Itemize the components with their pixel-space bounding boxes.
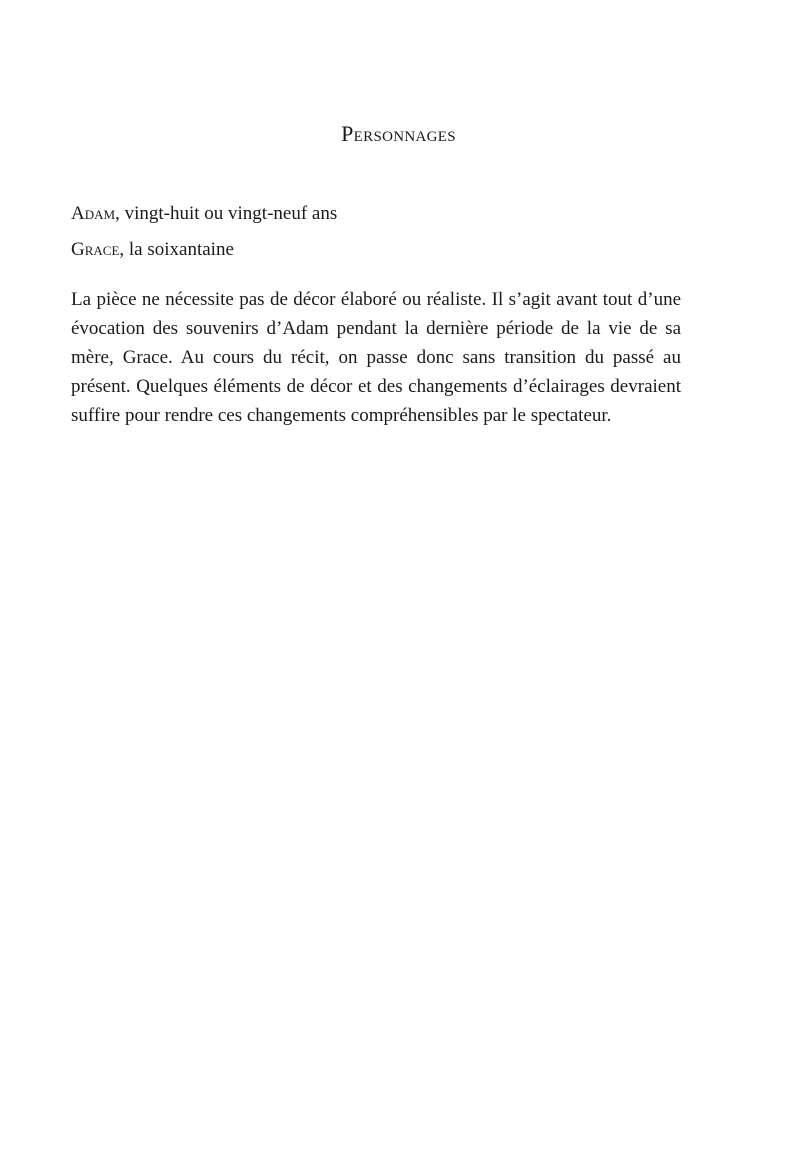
character-name: Adam	[71, 203, 116, 224]
cast-list	[71, 196, 681, 268]
page-title: Personnages	[341, 121, 456, 146]
character-name: Grace	[71, 239, 120, 260]
cast-item-grace	[71, 232, 681, 268]
cast-item-adam	[71, 196, 681, 232]
character-description: , la soixantaine	[119, 239, 234, 260]
staging-note: La pièce ne nécessite pas de décor élaboré ou réaliste. Il s’agit avant tout d’une évocation des souvenirs d’Adam pendant la dernière période de la vie de sa mère, Grace. Au cours du récit, on passe donc sans transition du passé au présent. Quelques éléments de décor et des changements d’éclairages devraient suffire pour rendre ces changements compréhensibles par le spectateur.	[71, 289, 681, 426]
character-description: , vingt-huit ou vingt-neuf ans	[115, 203, 338, 224]
